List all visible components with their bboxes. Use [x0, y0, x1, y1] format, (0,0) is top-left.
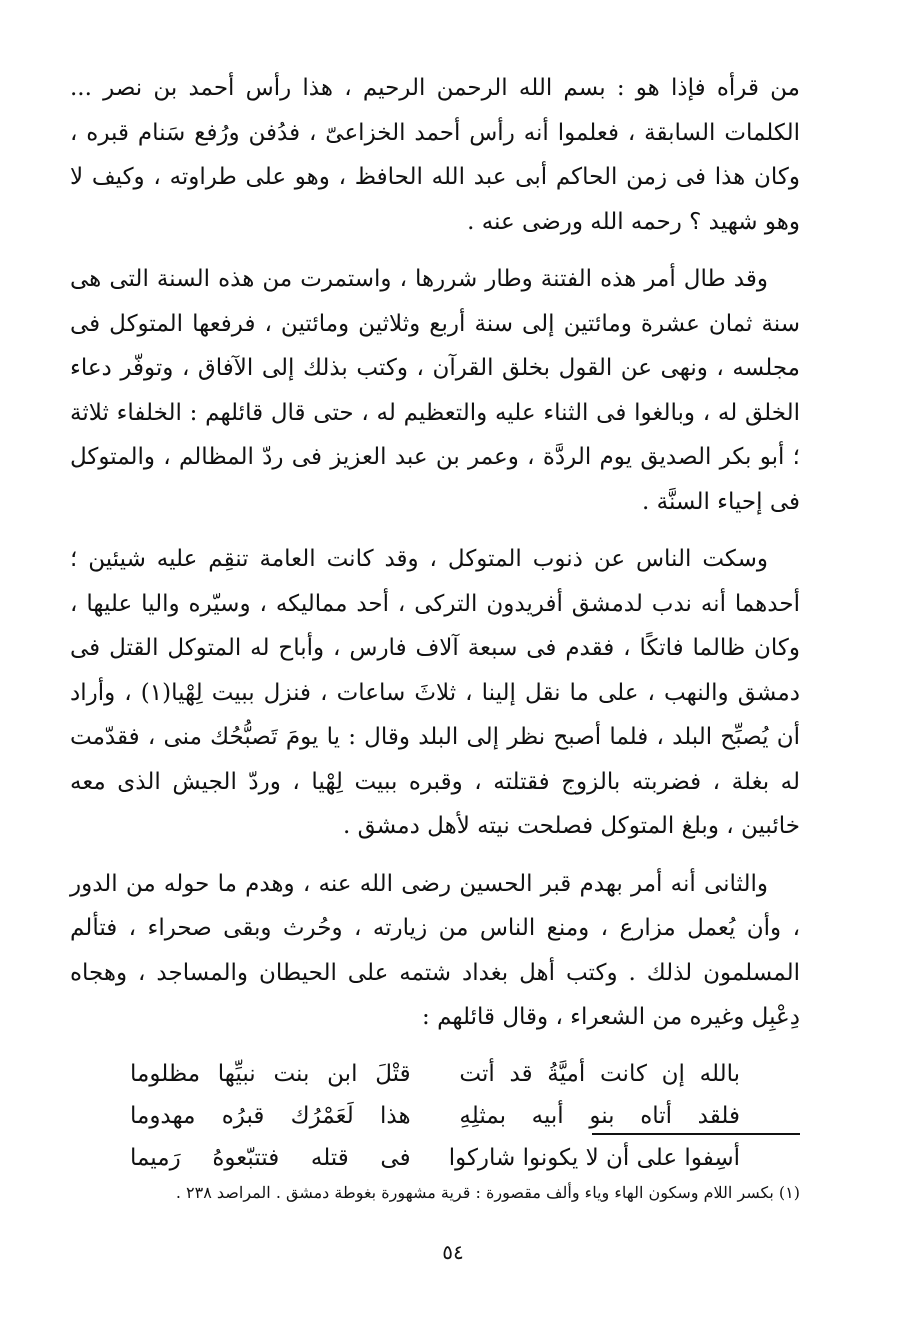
paragraph-1: من قرأه فإذا هو : بسم الله الرحمن الرحيم ، هذا رأس أحمد بن نصر ... الكلمات السابقة ، فعلموا أنه رأس أحمد الخزاعىّ ، فدُفن ورُفع سَنام قبره ، وكان هذا فى زمن الحاكم أبى عبد الله الحافظ ، وهو على طراوته ، وكيف لا وهو شهيد ؟ رحمه الله ورضى عنه . [70, 75, 800, 235]
poem-verse-2-first-hemistich: فلقد أتاه بنو أبيه بمثلِهِ [459, 1102, 740, 1129]
poem-verse-1-second-hemistich: قتْلَ ابن بنت نبيِّها مظلوما [130, 1060, 411, 1087]
page-number: ٥٤ [442, 1240, 464, 1264]
poem [130, 1053, 740, 1179]
paragraph-4: والثانى أنه أمر بهدم قبر الحسين رضى الله عنه ، وهدم ما حوله من الدور ، وأن يُعمل مزارع ، ومنع الناس من زيارته ، وحُرث وبقى صحراء ، فتألم المسلمون لذلك . وكتب أهل بغداد شتمه على الحيطان والمساجد ، وهجاه دِعْبِل وغيره من الشعراء ، وقال قائلهم : [70, 870, 800, 1030]
paragraph-3: وسكت الناس عن ذنوب المتوكل ، وقد كانت العامة تنقِم عليه شيئين ؛ أحدهما أنه ندب لدمشق أفريدون التركى ، أحد مماليكه ، وسيّره واليا عليها ، وكان ظالما فاتكًا ، فقدم فى سبعة آلاف فارس ، وأباح له المتوكل القتل فى دمشق والنهب ، على ما نقل إلينا ، ثلاثَ ساعات ، فنزل ببيت لِهْيا(١) ، وأراد أن يُصبِّح البلد ، فلما أصبح نظر إلى البلد وقال : يا يومَ تَصبُّحُك منى ، فقدّمت له بغلة ، فضربته بالزوج فقتلته ، وقبره ببيت لِهْيا ، وردّ الجيش الذى معه خائبين ، وبلغ المتوكل فصلحت نيته لأهل دمشق . [70, 546, 800, 839]
poem-verse-2 [130, 1095, 740, 1137]
poem-verse-3 [130, 1137, 740, 1179]
footnote-separator [592, 1133, 800, 1135]
paragraph-2: وقد طال أمر هذه الفتنة وطار شررها ، واستمرت من هذه السنة التى هى سنة ثمان عشرة ومائتين إلى سنة أربع وثلاثين ومائتين ، فرفعها المتوكل فى مجلسه ، ونهى عن القول بخلق القرآن ، وكتب بذلك إلى الآفاق ، وتوفّر دعاء الخلق له ، وبالغوا فى الثناء عليه والتعظيم له ، حتى قال قائلهم : الخلفاء ثلاثة ؛ أبو بكر الصديق يوم الردَّة ، وعمر بن عبد العزيز فى ردّ المظالم ، والمتوكل فى إحياء السنَّة . [70, 266, 800, 515]
page-body [70, 66, 800, 1179]
poem-verse-1-first-hemistich: بالله إن كانت أميَّةُ قد أتت [459, 1060, 740, 1087]
poem-verse-2-second-hemistich: هذا لَعَمْرُك قبرُه مهدوما [130, 1102, 411, 1129]
poem-verse-3-second-hemistich: فى قتله فتتبّعوهُ رَميما [130, 1144, 411, 1171]
poem-verse-1 [130, 1053, 740, 1095]
footnote: (١) بكسر اللام وسكون الهاء وياء وألف مقصورة : قرية مشهورة بغوطة دمشق . المراصد ٢٣٨ . [175, 1183, 800, 1202]
poem-verse-3-first-hemistich: أسِفوا على أن لا يكونوا شاركوا [448, 1144, 740, 1171]
